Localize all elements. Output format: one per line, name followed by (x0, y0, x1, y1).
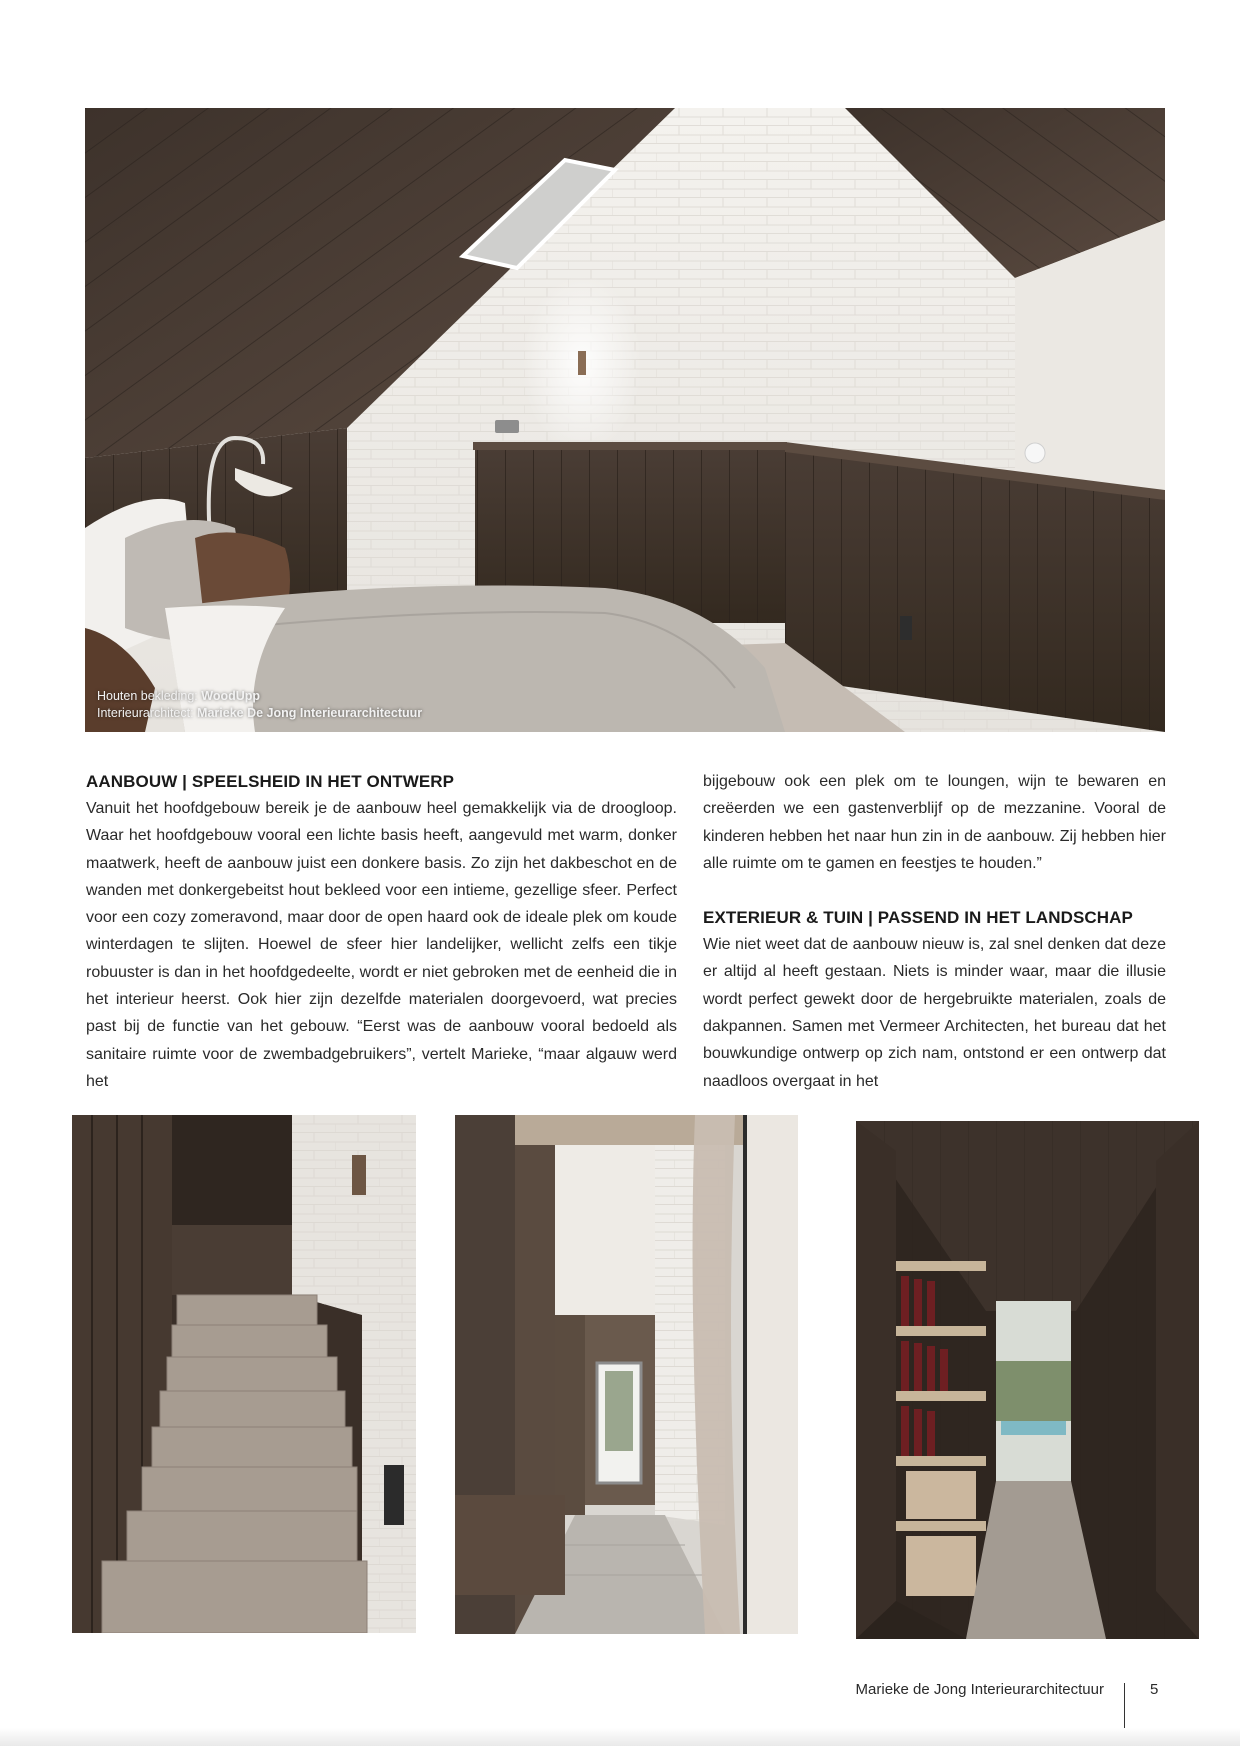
section-heading-aanbouw: AANBOUW | SPEELSHEID IN HET ONTWERP (86, 772, 455, 791)
photo-hallway (455, 1115, 798, 1634)
page-edge-shadow (0, 1728, 1240, 1746)
hallway-illustration (455, 1115, 798, 1634)
footer-publisher: Marieke de Jong Interieurarchitectuur (855, 1681, 1104, 1698)
bedroom-illustration (85, 108, 1165, 732)
caption-architect: Interieurarchitect: Marieke De Jong Interieurarchitectuur (97, 706, 423, 720)
photo-wine-corridor (856, 1121, 1199, 1639)
section-body-aanbouw: Vanuit het hoofdgebouw bereik je de aanbouw heel gemakkelijk via de droogloop. Waar het hoofdgebouw vooral een lichte basis heeft, aangevuld met warm, donker maatwerk, heeft de aanbouw juist een donkere basis. Zo zijn het dakbeschot en de wanden met donkergebeitst hout bekleed voor een intieme, gezellige sfeer. Perfect voor een cozy zomeravond, maar door de open haard ook de ideale plek om koude winterdagen te slijten. Hoewel de sfeer hier landelijker, wellicht zelfs een tikje robuuster is dan in het hoofdgedeelte, wordt er niet gebroken met de eenheid die in het interieur heerst. Ook hier zijn dezelfde materialen doorgevoerd, wat precies past bij de functie van het gebouw. “Eerst was de aanbouw vooral bedoeld als sanitaire ruimte voor de zwembadgebruikers”, vertelt Marieke, “maar algauw werd het (86, 800, 677, 1090)
article-column-right (703, 768, 1166, 1095)
caption-cladding: Houten bekleding: WoodUpp (97, 689, 261, 703)
article-column-left (86, 768, 677, 1095)
photo-staircase (72, 1115, 416, 1633)
section-heading-exterieur: EXTERIEUR & TUIN | PASSEND IN HET LANDSCHAP (703, 908, 1133, 928)
staircase-illustration (72, 1115, 416, 1633)
section-body-exterieur: Wie niet weet dat de aanbouw nieuw is, zal snel denken dat deze er altijd al heeft gestaan. Niets is minder waar, maar die illusie wordt perfect gewekt door de hergebruikte materialen, zoals de dakpannen. Samen met Vermeer Architecten, het bureau dat het bouwkundige ontwerp op zich nam, ontstond er een ontwerp dat naadloos overgaat in het (703, 936, 1166, 1090)
photo-caption (97, 688, 422, 722)
page-number: 5 (1150, 1681, 1159, 1698)
wine-corridor-illustration (856, 1121, 1199, 1639)
section-body-aanbouw-continued: bijgebouw ook een plek om te loungen, wijn te bewaren en creëerden we een gastenverblijf op de mezzanine. Vooral de kinderen hebben het naar hun zin in de aanbouw. Zij hebben hier alle ruimte om te gamen en feestjes te houden.” (703, 773, 1166, 872)
hero-photo-bedroom (85, 108, 1165, 732)
